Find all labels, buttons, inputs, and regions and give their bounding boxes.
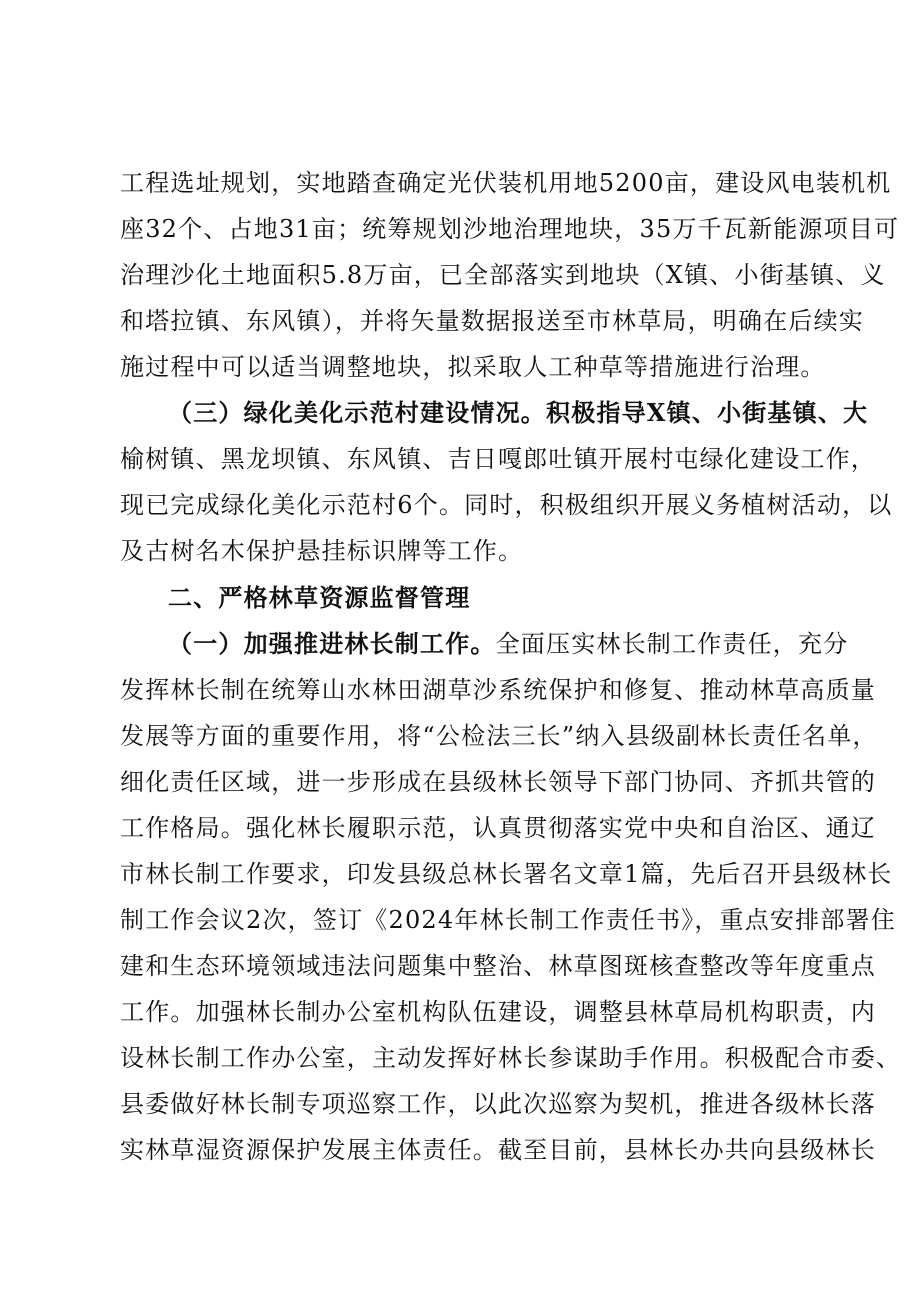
paragraph-heading: （一）加强推进林长制工作。 [168, 629, 496, 658]
paragraph-heading-continuation: 积极指导X镇、小街基镇、大 [546, 398, 869, 427]
text-line: 县委做好林长制专项巡察工作，以此次巡察为契机，推进各级林长落 [120, 1090, 876, 1118]
text-line: 细化责任区域，进一步形成在县级林长领导下部门协同、齐抓共管的 [120, 768, 876, 796]
text-line: 榆树镇、黑龙坝镇、东风镇、吉日嘎郎吐镇开展村屯绿化建设工作， [120, 445, 876, 473]
text-line: 施过程中可以适当调整地块，拟采取人工种草等措施进行治理。 [120, 353, 826, 381]
text-line: 发挥林长制在统筹山水林田湖草沙系统保护和修复、推动林草高质量 [120, 676, 876, 704]
paragraph-heading: （三）绿化美化示范村建设情况。 [168, 398, 546, 427]
section-title: 二、严格林草资源监督管理 [168, 583, 471, 612]
text-line: 实林草湿资源保护发展主体责任。截至目前，县林长办共向县级林长 [120, 1136, 876, 1164]
text-line: 制工作会议2次，签订《2024年林长制工作责任书》，重点安排部署住 [120, 906, 896, 934]
paragraph-text: 全面压实林长制工作责任，充分 [495, 630, 849, 658]
text-line: 工程选址规划，实地踏查确定光伏装机用地5200亩，建设风电装机机 [120, 169, 892, 197]
text-line: 座32个、占地31亩；统筹规划沙地治理地块，35万千瓦新能源项目可 [120, 215, 900, 243]
text-line: 设林长制工作办公室，主动发挥好林长参谋助手作用。积极配合市委、 [120, 1044, 902, 1072]
paragraph-first-line [168, 624, 849, 664]
text-line: 治理沙化土地面积5.8万亩，已全部落实到地块（X镇、小街基镇、义 [120, 261, 886, 289]
text-line: 发展等方面的重要作用，将“公检法三长”纳入县级副林长责任名单， [120, 722, 878, 750]
text-line: 和塔拉镇、东风镇），并将矢量数据报送至市林草局，明确在后续实 [120, 307, 864, 335]
text-line: 现已完成绿化美化示范村6个。同时，积极组织开展义务植树活动，以 [120, 491, 893, 519]
text-line: 建和生态环境领域违法问题集中整治、林草图斑核查整改等年度重点 [120, 952, 876, 980]
paragraph-first-line [168, 393, 869, 433]
text-line: 工作。加强林长制办公室机构队伍建设，调整县林草局机构职责，内 [120, 998, 876, 1026]
text-line: 及古树名木保护悬挂标识牌等工作。 [120, 537, 524, 565]
text-line: 工作格局。强化林长履职示范，认真贯彻落实党中央和自治区、通辽 [120, 814, 876, 842]
text-line: 市林长制工作要求，印发县级总林长署名文章1篇，先后召开县级林长 [120, 860, 893, 888]
